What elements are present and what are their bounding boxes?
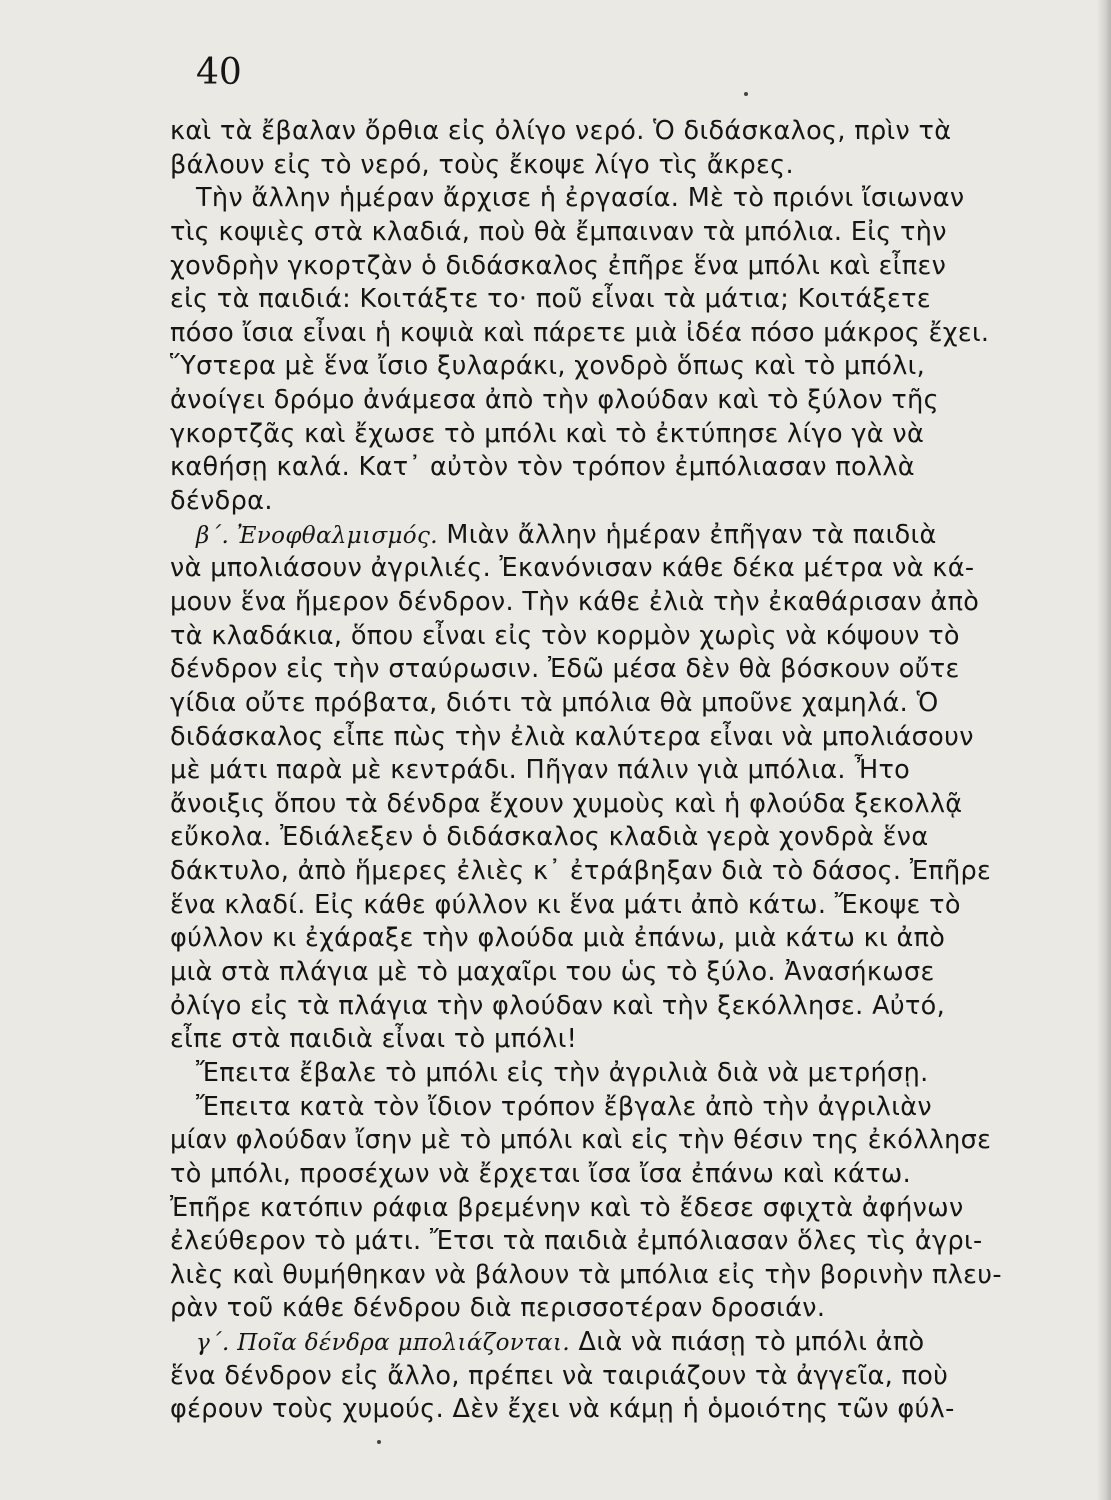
text-line [170,283,1110,317]
line-text: εὔκολα. Ἐδιάλεξεν ὁ διδάσκαλος κλαδιὰ γερὰ χονδρὰ ἕνα [170,822,929,853]
line-text: Ἐπῆρε κατόπιν ράφια βρεμένην καὶ τὸ ἔδεσε σφιχτὰ ἀφήνων [170,1192,964,1223]
text-line [170,653,1110,687]
text-line [170,1057,1110,1091]
text-line [170,922,1110,956]
text-line [170,1259,1110,1293]
text-line [170,519,1110,553]
text-line [170,1192,1110,1226]
line-text: μιὰ στὰ πλάγια μὲ τὸ μαχαῖρι του ὡς τὸ ξύλο. Ἀνασήκωσε [170,957,935,988]
line-text: καὶ τὰ ἔβαλαν ὄρθια εἰς ὀλίγο νερό. Ὁ διδάσκαλος, πρὶν τὰ [170,116,952,146]
text-line [170,451,1110,485]
line-text: ὀλίγο εἰς τὰ πλάγια τὴν φλούδαν καὶ τὴν ξεκόλλησε. Αὐτό, [170,990,946,1021]
text-line [170,115,1110,149]
text-line [170,889,1110,923]
line-text: Ἔπειτα ἔβαλε τὸ μπόλι εἰς τὴν ἀγριλιὰ διὰ νὰ μετρήσῃ. [196,1057,929,1088]
line-text: ἐλεύθερον τὸ μάτι. Ἔτσι τὰ παιδιὰ ἐμπόλιασαν ὅλες τὶς ἀγρι- [170,1226,983,1257]
line-text: καθήσῃ καλά. Κατ᾽ αὐτὸν τὸν τρόπον ἐμπόλιασαν πολλὰ [170,452,915,483]
text-line [170,1124,1110,1158]
text-line [170,1023,1110,1057]
text-line [170,384,1110,418]
text-line [170,1158,1110,1192]
line-text: ἄνοιξις ὅπου τὰ δένδρα ἔχουν χυμοὺς καὶ ἡ φλούδα ξεκολλᾷ [170,788,963,819]
line-text: τὶς κοψιὲς στὰ κλαδιά, ποὺ θὰ ἔμπαιναν τὰ μπόλια. Εἰς τὴν [170,216,947,247]
text-line [170,956,1110,990]
text-line [170,350,1110,384]
text-line [170,317,1110,351]
line-text: Ἔπειτα κατὰ τὸν ἴδιον τρόπον ἔβγαλε ἀπὸ τὴν ἀγριλιὰν [196,1091,932,1122]
line-text: φέρουν τοὺς χυμούς. Δὲν ἔχει νὰ κάμῃ ἡ ὁμοιότης τῶν φύλ- [170,1394,955,1425]
text-line [170,216,1110,250]
line-text: μὲ μάτι παρὰ μὲ κεντράδι. Πῆγαν πάλιν γιὰ μπόλια. Ἦτο [170,755,911,786]
text-line [170,1225,1110,1259]
line-text: δένδρον εἰς τὴν σταύρωσιν. Ἐδῶ μέσα δὲν θὰ βόσκουν οὔτε [170,654,960,685]
text-line [170,149,1110,183]
line-text: εἰς τὰ παιδιά: Κοιτάξτε το· ποῦ εἶναι τὰ μάτια; Κοιτάξετε [170,284,932,315]
line-text: μίαν φλούδαν ἴσην μὲ τὸ μπόλι καὶ εἰς τὴν θέσιν της ἐκόλλησε [170,1125,992,1156]
text-line [170,754,1110,788]
text-line [170,182,1110,216]
text-line [170,1091,1110,1125]
section-heading: γ΄. Ποῖα δένδρα μπολιάζονται. [196,1330,571,1357]
line-text: πόσο ἴσια εἶναι ἡ κοψιὰ καὶ πάρετε μιὰ ἰδέα πόσο μάκρος ἔχει. [170,317,990,348]
section-heading: β΄. Ἐνοφθαλμισμός. [196,522,438,549]
text-line [170,687,1110,721]
print-speck [744,92,748,96]
text-line [170,1360,1110,1394]
line-text: δένδρα. [170,486,273,517]
body-text [170,115,1110,1427]
text-line [170,250,1110,284]
line-text: ρὰν τοῦ κάθε δένδρου διὰ περισσοτέραν δροσιάν. [170,1293,826,1324]
line-text: Ὕστερα μὲ ἕνα ἴσιο ξυλαράκι, χονδρὸ ὅπως καὶ τὸ μπόλι, [170,351,926,382]
text-line [170,418,1110,452]
text-line [170,990,1110,1024]
line-text: Διὰ νὰ πιάσῃ τὸ μπόλι ἀπὸ [570,1327,925,1358]
print-speck [377,1440,381,1444]
line-text: φύλλον κι ἐχάραξε τὴν φλούδα μιὰ ἐπάνω, μιὰ κάτω κι ἀπὸ [170,923,946,954]
line-text: ἀνοίγει δρόμο ἀνάμεσα ἀπὸ τὴν φλούδαν καὶ τὸ ξύλον τῆς [170,385,939,416]
line-text: γκορτζᾶς καὶ ἔχωσε τὸ μπόλι καὶ τὸ ἐκτύπησε λίγο γὰ νὰ [170,418,925,449]
text-line [170,1326,1110,1360]
text-line [170,1292,1110,1326]
line-text: τὰ κλαδάκια, ὅπου εἶναι εἰς τὸν κορμὸν χωρὶς νὰ κόψουν τὸ [170,620,960,651]
text-line [170,552,1110,586]
line-text: διδάσκαλος εἶπε πὼς τὴν ἐλιὰ καλύτερα εἶναι νὰ μπολιάσουν [170,721,974,752]
text-line [170,586,1110,620]
line-text: νὰ μπολιάσουν ἀγριλιές. Ἐκανόνισαν κάθε δέκα μέτρα νὰ κά- [170,553,975,584]
line-text: Μιὰν ἄλλην ἡμέραν ἐπῆγαν τὰ παιδιὰ [437,519,937,550]
text-line [170,721,1110,755]
page-number: 40 [196,52,242,93]
line-text: βάλουν εἰς τὸ νερό, τοὺς ἔκοψε λίγο τὶς ἄκρες. [170,149,794,180]
line-text: εἶπε στὰ παιδιὰ εἶναι τὸ μπόλι! [170,1024,578,1055]
text-line [170,788,1110,822]
text-line [170,1393,1110,1427]
line-text: ἕνα δένδρον εἰς ἄλλο, πρέπει νὰ ταιριάζουν τὰ ἀγγεῖα, ποὺ [170,1360,949,1391]
line-text: λιὲς καὶ θυμήθηκαν νὰ βάλουν τὰ μπόλια εἰς τὴν βορινὴν πλευ- [170,1259,1002,1290]
line-text: μουν ἕνα ἥμερον δένδρον. Τὴν κάθε ἐλιὰ τὴν ἐκαθάρισαν ἀπὸ [170,586,980,617]
line-text: δάκτυλο, ἀπὸ ἥμερες ἐλιὲς κ᾽ ἐτράβηξαν διὰ τὸ δάσος. Ἐπῆρε [170,856,992,887]
text-line [170,620,1110,654]
text-line [170,855,1110,889]
line-text: τὸ μπόλι, προσέχων νὰ ἔρχεται ἴσα ἴσα ἐπάνω καὶ κάτω. [170,1158,912,1189]
line-text: χονδρὴν γκορτζὰν ὁ διδάσκαλος ἐπῆρε ἕνα μπόλι καὶ εἶπεν [170,250,947,281]
line-text: ἕνα κλαδί. Εἰς κάθε φύλλον κι ἕνα μάτι ἀπὸ κάτω. Ἔκοψε τὸ [170,889,961,920]
line-text: Τὴν ἄλλην ἡμέραν ἄρχισε ἡ ἐργασία. Μὲ τὸ πριόνι ἴσιωναν [196,183,965,214]
text-line [170,485,1110,519]
text-line [170,821,1110,855]
line-text: γίδια οὔτε πρόβατα, διότι τὰ μπόλια θὰ μποῦνε χαμηλά. Ὁ [170,687,939,718]
